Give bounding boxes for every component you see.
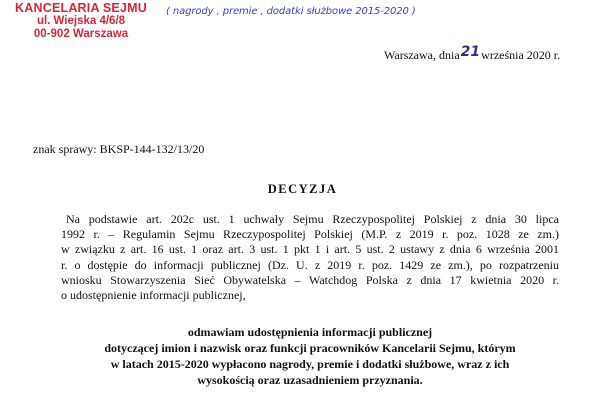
decision-line: wysokością oraz uzasadnieniem przyznania. [197, 373, 423, 387]
body-line: 1992 r. – Regulamin Sejmu Rzeczypospolitej Polskiej (M.P. z 2019 r. poz. 1028 ze zm.) [61, 227, 559, 242]
document-title: DECYZJA [267, 182, 338, 196]
place-and-date [384, 44, 561, 63]
stamp-line-street: ul. Wiejska 4/6/8 [36, 15, 126, 27]
legal-basis-paragraph [61, 212, 559, 303]
case-reference: znak sprawy: BKSP-144-132/13/20 [33, 142, 205, 156]
date-suffix: września 2020 r. [481, 48, 561, 62]
decision-statement [40, 324, 580, 388]
body-line: w związku z art. 16 ust. 1 oraz art. 3 ust. 1 pkt 1 i art. 5 ust. 2 ustawy z dnia 6 września 2001 [61, 242, 559, 257]
handwritten-note: ( nagrody , premie , dodatki służbowe 2015-2020 ) [166, 6, 416, 17]
body-line: wniosku Stowarzyszenia Sieć Obywatelska – Watchdog Polska z dnia 17 kwietnia 2020 r. [61, 272, 559, 287]
decision-line: odmawiam udostępnienia informacji publicznej [187, 325, 433, 339]
stamp-line-name: KANCELARIA SEJMU [15, 1, 147, 15]
decision-line: dotyczącej imion i nazwisk oraz funkcji pracowników Kancelarii Sejmu, którym [104, 341, 516, 355]
place-prefix: Warszawa, dnia [384, 48, 460, 62]
handwritten-day: 21 [460, 44, 481, 60]
office-stamp [6, 2, 156, 41]
body-line: Na podstawie art. 202c ust. 1 uchwały Sejmu Rzeczypospolitej Polskiej z dnia 30 lipca [66, 212, 559, 226]
stamp-line-postcode: 00-902 Warszawa [33, 28, 129, 40]
decision-line: w latach 2015-2020 wypłacono nagrody, premie i dodatki służbowe, wraz z ich [110, 357, 510, 371]
body-line: r. o dostępie do informacji publicznej (Dz. U. z 2019 r. poz. 1429 ze zm.), po rozpatrzeniu [61, 257, 559, 272]
body-line: o udostępnienie informacji publicznej, [61, 288, 246, 303]
